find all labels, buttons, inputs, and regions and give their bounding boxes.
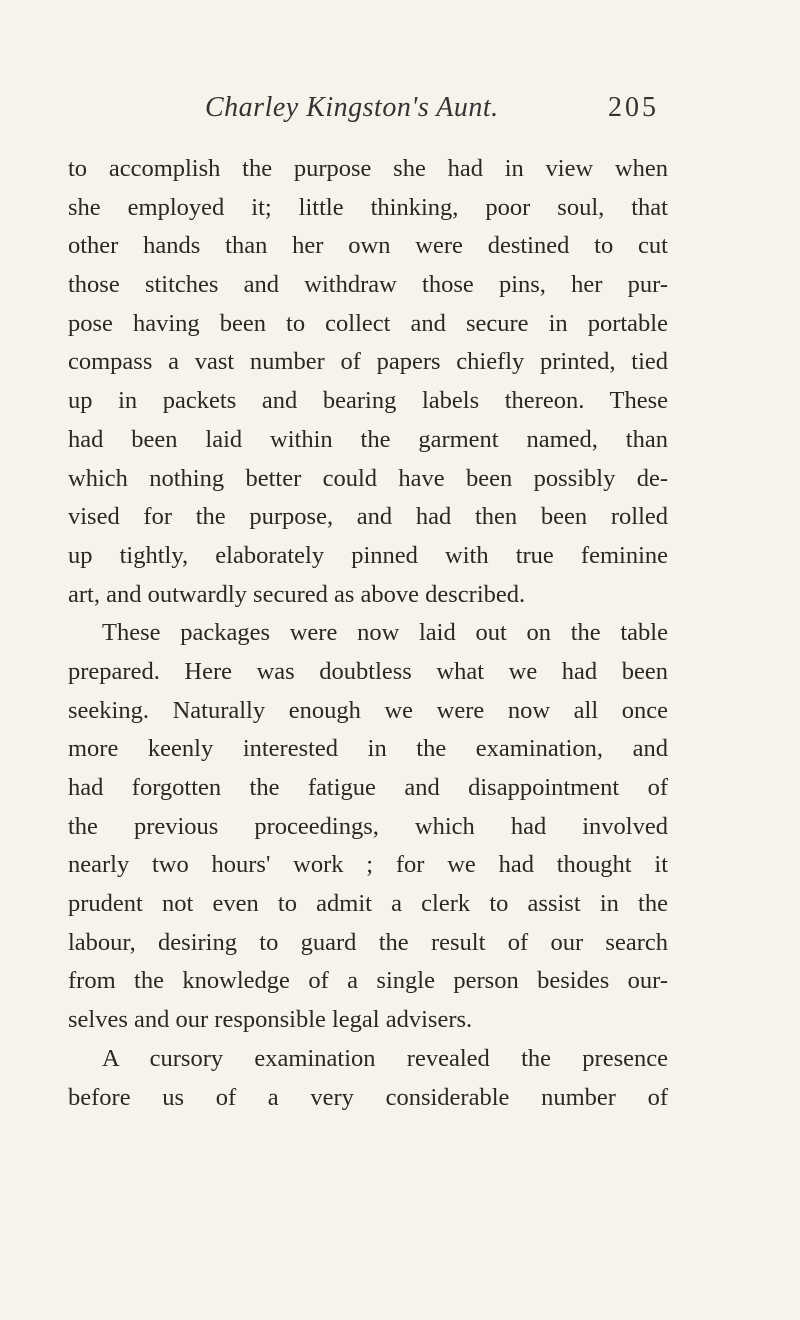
text-line: art, and outwardly secured as above described.	[68, 580, 526, 608]
text-line: to accomplish the purpose she had in view when	[68, 155, 668, 182]
body-text	[68, 150, 668, 1117]
running-head	[0, 92, 800, 132]
text-line: vised for the purpose, and had then been rolled	[68, 503, 668, 531]
text-line: These packages were now laid out on the table	[102, 619, 668, 647]
text-line: those stitches and withdraw those pins, her pur-	[68, 271, 668, 299]
text-line: A cursory examination revealed the presence	[102, 1044, 668, 1072]
text-line: prudent not even to admit a clerk to assist in the	[68, 890, 668, 918]
text-line: had forgotten the fatigue and disappointment of	[68, 774, 668, 801]
text-line: pose having been to collect and secure in portable	[68, 309, 668, 337]
text-line: more keenly interested in the examination, and	[68, 735, 668, 763]
text-line: the previous proceedings, which had involved	[68, 812, 668, 840]
text-line: before us of a very considerable number of	[68, 1083, 668, 1111]
text-line: prepared. Here was doubtless what we had been	[68, 657, 668, 685]
text-line: had been laid within the garment named, than	[68, 425, 668, 453]
text-line: nearly two hours' work ; for we had thought it	[68, 851, 668, 879]
text-line: compass a vast number of papers chiefly printed, tied	[68, 348, 668, 376]
page-number: 205	[608, 92, 659, 123]
text-line: selves and our responsible legal advisers.	[68, 1006, 473, 1034]
text-line: up in packets and bearing labels thereon. These	[68, 387, 668, 415]
text-line: labour, desiring to guard the result of our search	[68, 928, 668, 956]
running-title: Charley Kingston's Aunt.	[205, 92, 499, 123]
text-line: up tightly, elaborately pinned with true feminine	[68, 541, 668, 569]
text-line: she employed it; little thinking, poor soul, that	[68, 193, 668, 221]
text-line: seeking. Naturally enough we were now all once	[68, 696, 668, 724]
text-line: from the knowledge of a single person besides our-	[68, 967, 668, 995]
text-line: other hands than her own were destined to cut	[68, 232, 668, 260]
text-line: which nothing better could have been possibly de-	[68, 464, 668, 492]
